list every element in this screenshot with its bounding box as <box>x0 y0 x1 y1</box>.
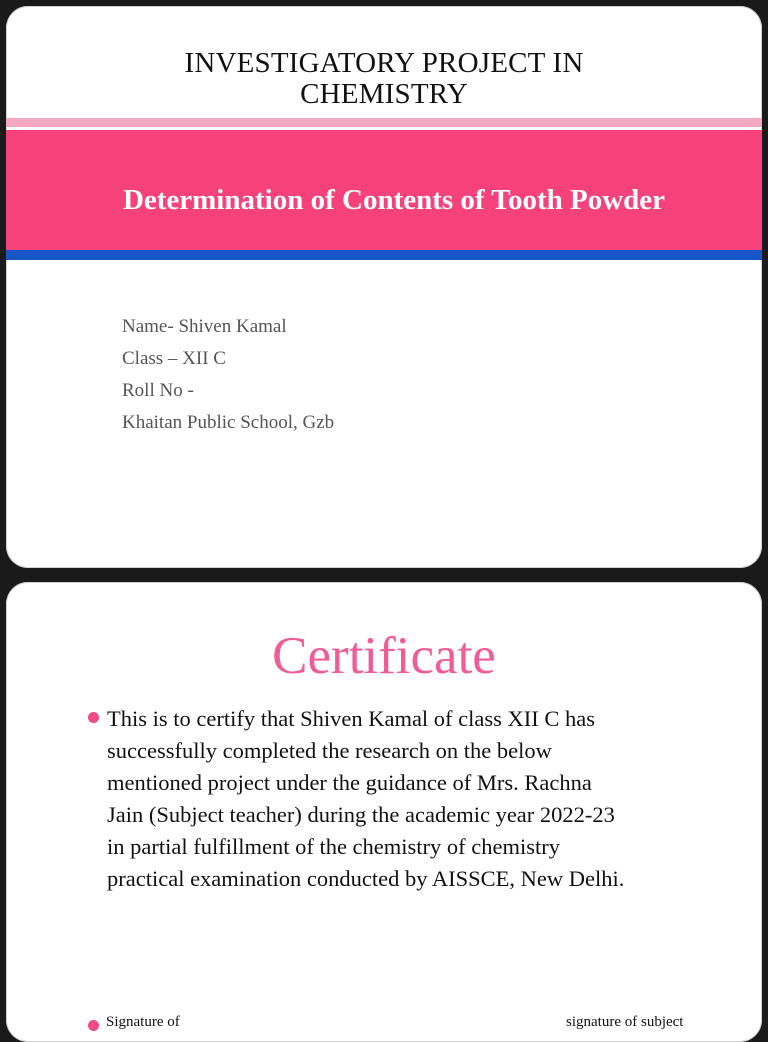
project-title-line-1: INVESTIGATORY PROJECT IN <box>184 47 584 79</box>
signature-right-label: signature of subject <box>566 1014 684 1030</box>
certificate-line-2: successfully completed the research on the below <box>107 738 552 763</box>
student-roll-no: Roll No - <box>122 380 194 401</box>
certificate-line-5: in partial fulfillment of the chemistry of chemistry <box>107 834 560 859</box>
certificate-heading: Certificate <box>272 627 496 685</box>
certificate-line-1: This is to certify that Shiven Kamal of class XII C has <box>107 706 596 731</box>
project-title <box>6 48 762 110</box>
title-slide <box>6 6 762 568</box>
certificate-body <box>107 703 737 895</box>
certificate-slide <box>6 582 762 1042</box>
certificate-line-4: Jain (Subject teacher) during the academic year 2022-23 <box>107 802 615 827</box>
signature-left-label: Signature of <box>106 1014 180 1030</box>
project-subtitle: Determination of Contents of Tooth Powder <box>122 184 666 216</box>
blue-stripe <box>6 250 762 260</box>
bullet-dot-icon <box>88 712 99 723</box>
student-name: Name- Shiven Kamal <box>122 316 287 337</box>
project-title-line-2: CHEMISTRY <box>300 78 468 110</box>
certificate-line-3: mentioned project under the guidance of Mrs. Rachna <box>107 770 592 795</box>
certificate-line-6: practical examination conducted by AISSCE, New Delhi. <box>107 866 625 891</box>
school-name: Khaitan Public School, Gzb <box>122 412 335 433</box>
student-class: Class – XII C <box>122 348 226 369</box>
student-info <box>122 311 334 439</box>
bullet-dot-icon <box>88 1020 99 1031</box>
light-pink-stripe <box>6 118 762 127</box>
